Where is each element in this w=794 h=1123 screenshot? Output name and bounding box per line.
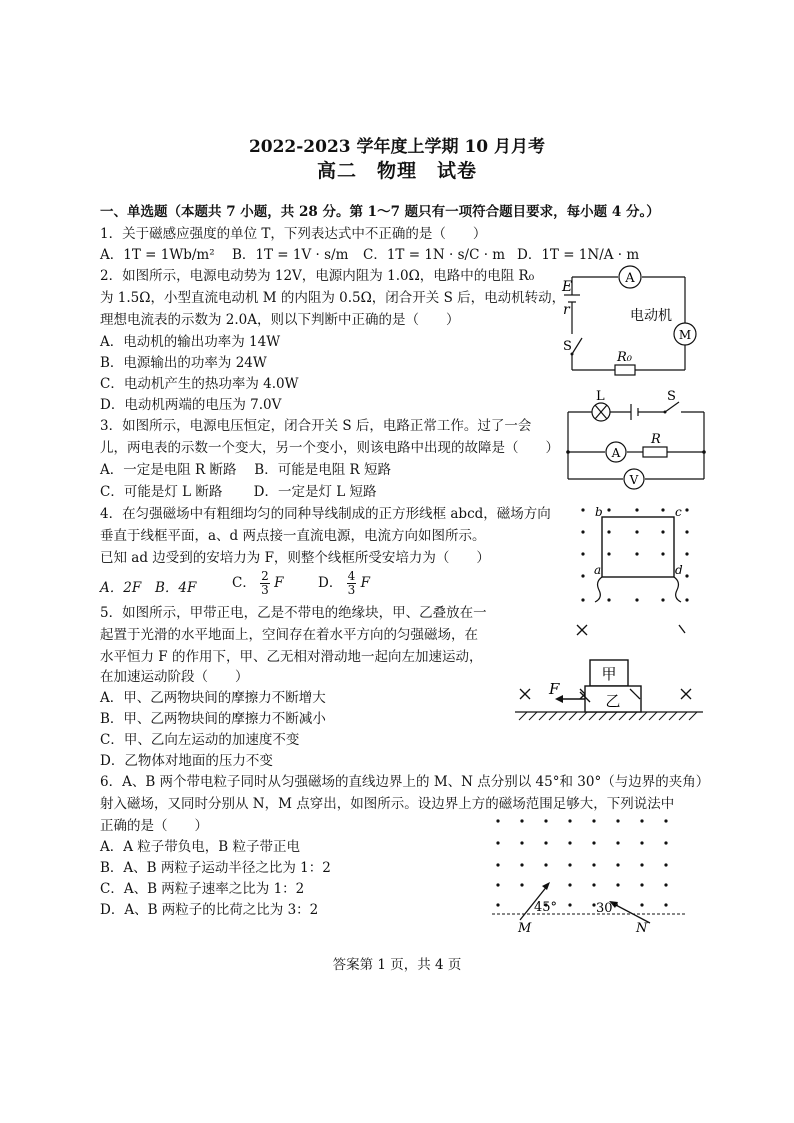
q4-option-d: [318, 570, 370, 597]
q4-fig-a-label: a: [594, 563, 602, 577]
q6-line3: 正确的是（ ）: [100, 818, 208, 834]
q4-d-numerator: 4: [347, 569, 356, 583]
q3-line2: 儿，两电表的示数一个变大，另一个变小，则该电路中出现的故障是（ ）: [100, 440, 559, 456]
q2-line1: 2．如图所示，电源电动势为 12V，电源内阻为 1.0Ω，电路中的电阻 R₀: [100, 268, 535, 284]
q3-options-ab: A．一定是电阻 R 断路 B．可能是电阻 R 短路: [100, 462, 391, 478]
q5-option-d: D．乙物体对地面的压力不变: [100, 753, 273, 769]
q4-option-c-tail: F: [274, 575, 284, 591]
q4-option-d-tail: F: [360, 575, 370, 591]
q2-option-b: B．电源输出的功率为 24W: [100, 355, 267, 371]
q2-fig-r-label: r: [563, 302, 570, 318]
q4-line1: 4．在匀强磁场中有粗细均匀的同种导线制成的正方形线框 abcd，磁场方向: [100, 506, 551, 522]
q5-line4: 在加速运动阶段（ ）: [100, 669, 249, 685]
q1-stem: 1．关于磁感应强度的单位 T，下列表达式中不正确的是（ ）: [100, 226, 487, 242]
page-subtitle: 高二 物理 试卷: [316, 160, 477, 182]
resistor-icon: [643, 447, 667, 457]
q6-option-a: A．A 粒子带负电，B 粒子带正电: [100, 839, 301, 855]
q4-option-c: [232, 570, 283, 597]
q5-fig-jia-label: 甲: [601, 665, 617, 683]
q3-circuit-diagram: [563, 389, 709, 490]
q6-fig-m-label: M: [518, 921, 532, 936]
q5-line3: 水平恒力 F 的作用下，甲、乙无相对滑动地一起向左加速运动，: [100, 649, 483, 665]
q6-option-b: B．A、B 两粒子运动半径之比为 1：2: [100, 860, 331, 876]
q4-option-a: A．2F: [100, 580, 142, 596]
q1-option-a: A．1T = 1Wb/m²: [100, 247, 215, 263]
q3-fig-r-label: R: [651, 432, 661, 447]
q4-option-d-label: D．: [318, 575, 343, 591]
q3-options-cd: C．可能是灯 L 断路 D．一定是灯 L 短路: [100, 484, 377, 500]
q2-line3: 理想电流表的示数为 2.0A，则以下判断中正确的是（ ）: [100, 312, 460, 328]
q2-fig-s-label: S: [563, 339, 572, 354]
q4-fig-d-label: d: [675, 563, 683, 577]
q2-fig-ammeter-label: A: [625, 271, 635, 286]
q4-option-b: B．4F: [155, 580, 197, 596]
q6-line2: 射入磁场，又同时分别从 N，M 点穿出，如图所示。设边界上方的磁场范围足够大，下列说法中: [100, 796, 675, 812]
q2-fig-r0-label: R₀: [617, 350, 632, 365]
field-dots: [496, 819, 667, 906]
q1-option-b: B．1T = 1V · s/m: [232, 247, 349, 263]
resistor-icon: [615, 365, 635, 375]
q3-line1: 3．如图所示，电源电压恒定，闭合开关 S 后，电路正常工作。过了一会: [100, 418, 532, 434]
q3-fig-s-label: S: [667, 389, 676, 404]
q4-option-d-fraction: [347, 570, 357, 597]
q2-circuit-diagram: [560, 262, 700, 382]
q6-fig-angle1-label: 45°: [534, 900, 558, 915]
q4-c-numerator: 2: [261, 569, 269, 583]
q6-fig-n-label: N: [636, 921, 648, 936]
q5-fig-yi-label: 乙: [605, 692, 621, 710]
page-footer: 答案第 1 页，共 4 页: [332, 957, 462, 973]
q5-line1: 5．如图所示，甲带正电，乙是不带电的绝缘块，甲、乙叠放在一: [100, 605, 487, 621]
q6-magnetic-boundary-diagram: [490, 815, 690, 935]
q4-line2: 垂直于线框平面，a、d 两点接一直流电源，电流方向如图所示。: [100, 528, 486, 544]
q5-option-c: C．甲、乙向左运动的加速度不变: [100, 732, 300, 748]
q6-option-d: D．A、B 两粒子的比荷之比为 3：2: [100, 902, 319, 918]
q4-line3: 已知 ad 边受到的安培力为 F，则整个线框所受安培力为（ ）: [100, 550, 490, 566]
q5-blocks-diagram: [515, 620, 705, 728]
q5-option-b: B．甲、乙两物块间的摩擦力不断减小: [100, 711, 326, 727]
q2-fig-motor-label: 电动机: [630, 308, 672, 324]
q4-option-c-label: C．: [232, 575, 256, 591]
q1-option-c: C．1T = 1N · s/C · m: [363, 247, 506, 263]
q4-option-c-fraction: [260, 570, 270, 597]
q5-fig-f-label: F: [549, 680, 560, 698]
q4-magnetic-frame-diagram: [575, 500, 695, 608]
q4-fig-c-label: c: [675, 505, 682, 519]
q5-option-a: A．甲、乙两物块间的摩擦力不断增大: [100, 690, 326, 706]
q1-option-d: D．1T = 1N/A · m: [517, 247, 640, 263]
page-title: 2022-2023 学年度上学期 10 月月考: [248, 137, 546, 157]
q6-line1: 6．A、B 两个带电粒子同时从匀强磁场的直线边界上的 M、N 点分别以 45°和 30°（与边界的夹角）: [100, 774, 710, 790]
q2-fig-e-label: E: [562, 279, 573, 295]
q3-fig-l-label: L: [596, 389, 605, 404]
q2-option-d: D．电动机两端的电压为 7.0V: [100, 397, 282, 413]
q2-option-c: C．电动机产生的热功率为 4.0W: [100, 376, 299, 392]
q4-d-denominator: 3: [347, 583, 356, 597]
q4-c-denominator: 3: [261, 583, 269, 597]
q5-line2: 起置于光滑的水平地面上，空间存在着水平方向的匀强磁场，在: [100, 627, 478, 643]
q4-fig-b-label: b: [595, 505, 603, 519]
q3-fig-v-label: V: [629, 473, 639, 487]
q6-fig-angle2-label: 30°: [596, 901, 620, 916]
q2-line2: 为 1.5Ω，小型直流电动机 M 的内阻为 0.5Ω，闭合开关 S 后，电动机转动，: [100, 290, 566, 306]
ground-hatching: [519, 712, 697, 720]
q6-option-c: C．A、B 两粒子速率之比为 1：2: [100, 881, 305, 897]
q2-option-a: A．电动机的输出功率为 14W: [100, 334, 281, 350]
q3-fig-a-label: A: [611, 446, 621, 460]
section-heading: 一、单选题（本题共 7 小题，共 28 分。第 1～7 题只有一项符合题目要求，每小题 4 分。）: [100, 204, 660, 220]
square-frame: [602, 517, 674, 577]
q2-fig-motor-m-label: M: [678, 328, 692, 342]
